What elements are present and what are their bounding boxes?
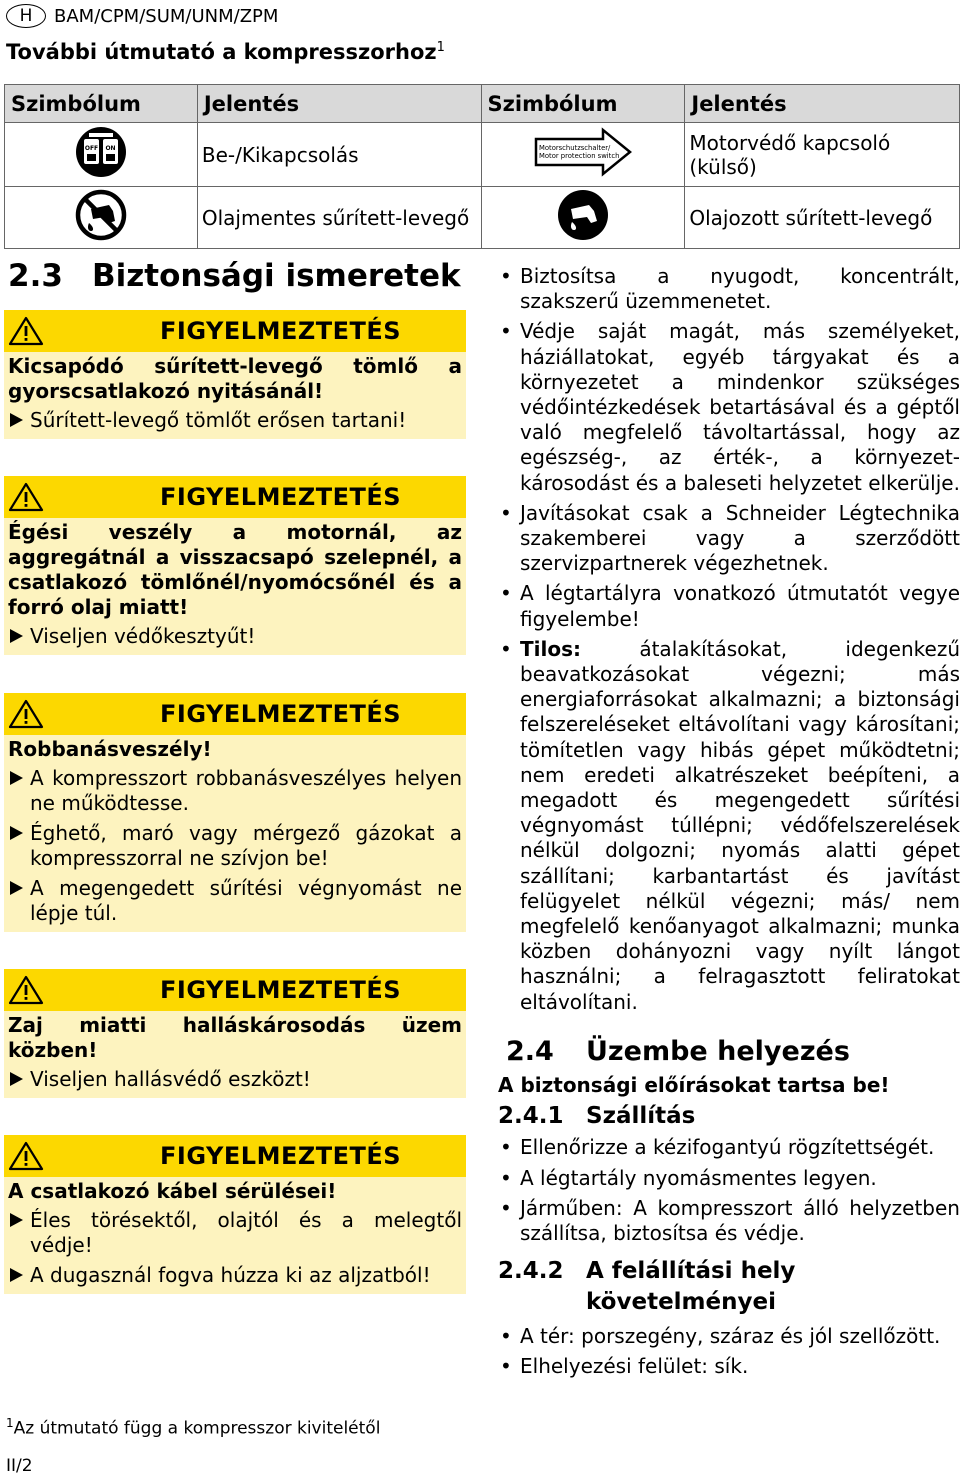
table-row — [5, 123, 960, 187]
symbol-cell — [5, 187, 198, 249]
warning-triangle-icon — [8, 975, 44, 1005]
oiled-compressed-air-icon — [557, 189, 609, 241]
symbol-meaning: Olajmentes sűrített-levegő — [197, 187, 481, 249]
list-item: • Járműben: A kompresszort álló helyzetben szállítsa, biztosítsa és védje. — [498, 1196, 960, 1246]
warning-header — [4, 969, 466, 1011]
section-heading: 2.3 Biztonsági ismeretek — [8, 258, 461, 294]
symbol-cell — [481, 187, 685, 249]
list-item: • A légtartályra vonatkozó útmutatót vegye figyelembe! — [498, 581, 960, 631]
model-list: BAM/CPM/SUM/UNM/ZPM — [54, 5, 279, 27]
location-list — [498, 1324, 960, 1379]
language-badge: H — [6, 4, 46, 28]
svg-text:ON: ON — [105, 145, 116, 152]
warning-label: FIGYELMEZTETÉS — [160, 700, 402, 728]
warning-hazard: Robbanásveszély! — [8, 737, 212, 761]
transport-list — [498, 1135, 960, 1246]
symbol-meaning: Motorvédő kapcsoló (külső) — [685, 123, 960, 187]
warning-header — [4, 476, 466, 518]
symbol-meaning: Olajozott sűrített-levegő — [685, 187, 960, 249]
warning-step: A megengedett sűrítési végnyomást ne lépje túl. — [8, 876, 462, 926]
tilos-text: átalakításokat, idegenkezű beavatkozásokat végezni; más energiaforrásokat alkalmazni; a biztonsági felszereléseket eltávolítani vagy károsítani; tömítetlen vagy hibás gépet működtetni; nem eredeti alkatrészeket beépíteni, a megadott és megengedett sűrítési végnyomást túllépni; védőfelszerelések nélkül dolgozni; nyomás alatti gépet szállítani; karbantartást és javítást felügyelet nélkül végezni; más/ nem megfelelő kenőanyagot alkalmazni; munka közben dohányozni vagy nyílt lángot használni; a felragasztott feliratokat eltávolítani. — [520, 636, 960, 1014]
svg-text:Motorschutzschalter/: Motorschutzschalter/ — [538, 144, 611, 152]
warning-header — [4, 1135, 466, 1177]
list-item: • Elhelyezési felület: sík. — [498, 1354, 960, 1379]
warning-label: FIGYELMEZTETÉS — [160, 317, 402, 345]
section-note: A biztonsági előírásokat tartsa be! — [498, 1072, 890, 1097]
oil-free-compressed-air-icon — [75, 189, 127, 241]
warning-box — [4, 310, 466, 439]
list-item: • Javításokat csak a Schneider Légtechnika szakemberei vagy a szerződött szervizpartnerek végezhetnek. — [498, 501, 960, 577]
safety-list — [498, 264, 960, 1015]
list-item: • Biztosítsa a nyugodt, koncentrált, szakszerű üzemmenetet. — [498, 264, 960, 314]
on-off-switch-icon — [75, 126, 127, 178]
list-item: • A légtartály nyomásmentes legyen. — [498, 1166, 960, 1191]
list-item: • Védje saját magát, más személyeket, háziállatokat, egyéb tárgyakat és a környezetet a mindenkor szükséges védőintézkedések betartásával és a géptől való megfelelő távoltartással, hogy az egészség-, az érték-, a környezet-károsodást és a baleseti helyzetet elkerülje. — [498, 319, 960, 495]
warning-hazard: A csatlakozó kábel sérülései! — [8, 1179, 337, 1203]
subsection-heading: 2.4.2 A felállítási hely követelményei — [498, 1258, 796, 1316]
warning-hazard: Zaj miatti halláskárosodás üzem közben! — [8, 1013, 462, 1062]
warning-triangle-icon — [8, 699, 44, 729]
page-title: További útmutató a kompresszorhoz$^1$ — [6, 40, 445, 64]
warning-step: Éghető, maró vagy mérgező gázokat a kompresszorral ne szívjon be! — [8, 821, 462, 871]
document-header — [6, 4, 278, 28]
column-header: Szimbólum — [481, 85, 685, 123]
symbol-meaning: Be-/Kikapcsolás — [197, 123, 481, 187]
table-row — [5, 187, 960, 249]
symbol-cell — [481, 123, 685, 187]
motor-protection-switch-icon — [533, 127, 633, 177]
svg-text:Motor protection switch: Motor protection switch — [538, 152, 620, 160]
warning-step: Sűrített-levegő tömlőt erősen tartani! — [8, 408, 462, 433]
symbol-cell — [5, 123, 198, 187]
warning-triangle-icon — [8, 482, 44, 512]
warning-step: A kompresszort robbanásveszélyes helyen ne működtesse. — [8, 766, 462, 816]
subsection-heading: 2.4.1 Szállítás — [498, 1103, 696, 1130]
warning-box — [4, 693, 466, 932]
warning-label: FIGYELMEZTETÉS — [160, 483, 402, 511]
page-number: II/2 — [6, 1456, 33, 1476]
warning-triangle-icon — [8, 316, 44, 346]
warning-header — [4, 310, 466, 352]
warning-label: FIGYELMEZTETÉS — [160, 1142, 402, 1170]
list-item: • Ellenőrizze a kézifogantyú rögzítettségét. — [498, 1135, 960, 1160]
warning-label: FIGYELMEZTETÉS — [160, 976, 402, 1004]
column-header: Jelentés — [685, 85, 960, 123]
warning-step: Éles törésektől, olajtól és a melegtől védje! — [8, 1208, 462, 1258]
list-item — [498, 637, 960, 1015]
table-header-row — [5, 85, 960, 123]
warning-hazard: Kicsapódó sűrített-levegő tömlő a gyorscsatlakozó nyitásánál! — [8, 354, 462, 403]
section-heading: 2.4 Üzembe helyezés — [506, 1035, 850, 1067]
footnote-ref: 1 — [436, 40, 445, 55]
svg-text:OFF: OFF — [84, 145, 99, 152]
warning-header — [4, 693, 466, 735]
warning-triangle-icon — [8, 1141, 44, 1171]
warning-step: A dugasznál fogva húzza ki az aljzatból! — [8, 1263, 462, 1288]
warning-step: Viseljen védőkesztyűt! — [8, 624, 462, 649]
warning-box — [4, 969, 466, 1098]
symbol-table — [4, 84, 960, 249]
tilos-label: Tilos: — [520, 636, 581, 661]
warning-box — [4, 1135, 466, 1294]
list-item: • A tér: porszegény, száraz és jól szellőzött. — [498, 1324, 960, 1349]
right-column — [498, 264, 960, 1385]
warning-hazard: Égési veszély a motornál, az aggregátnál a visszacsapó szelepnél, a csatlakozó tömlőnél/nyomócsőnél és a forró olaj miatt! — [8, 520, 462, 619]
footnote: $^1$Az útmutató függ a kompresszor kivitelétől — [6, 1416, 381, 1439]
warning-step: Viseljen hallásvédő eszközt! — [8, 1067, 462, 1092]
column-header: Szimbólum — [5, 85, 198, 123]
column-header: Jelentés — [197, 85, 481, 123]
warning-box — [4, 476, 466, 655]
